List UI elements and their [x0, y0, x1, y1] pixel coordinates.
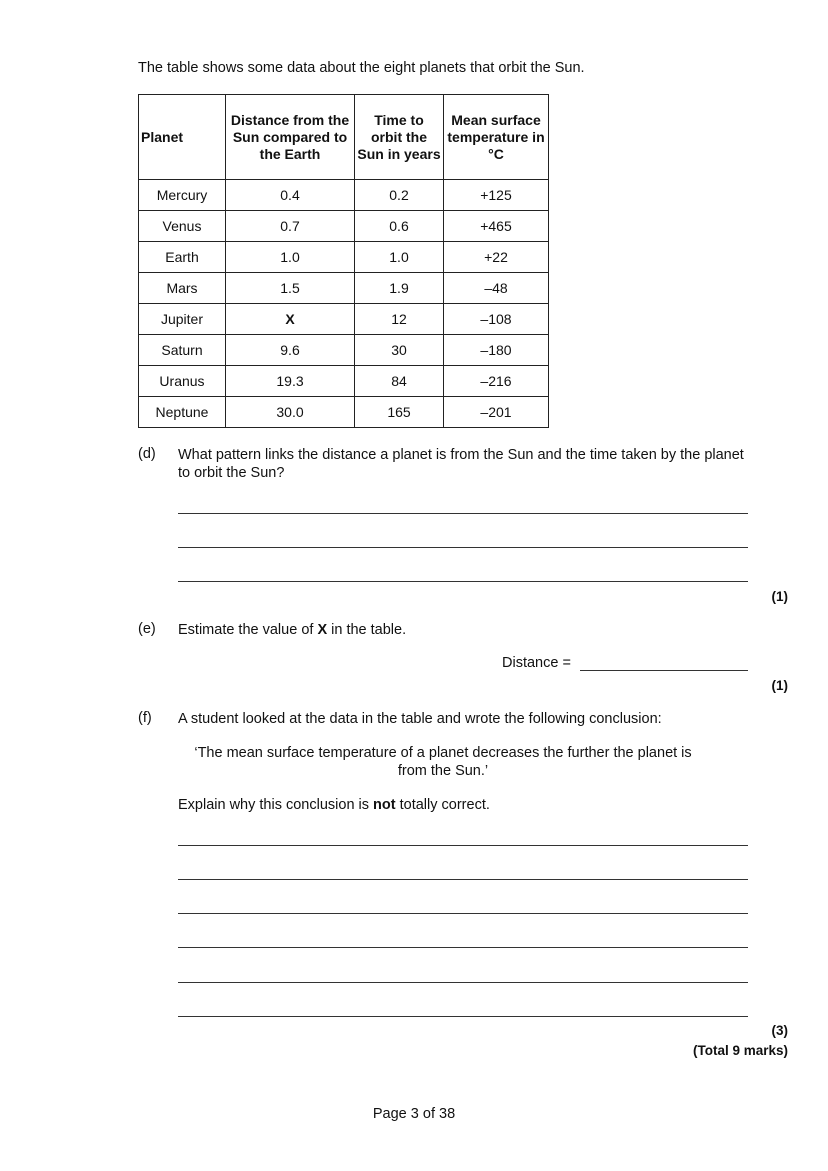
table-row: [139, 180, 549, 211]
page-label: Page: [372, 1106, 407, 1122]
planet-name: Mars: [139, 273, 226, 304]
question-d-marks: (1): [771, 589, 788, 604]
orbit-time-cell: 1.0: [355, 242, 444, 273]
distance-cell: 0.7: [226, 211, 355, 242]
answer-line-f-3[interactable]: [178, 913, 748, 914]
question-e-text-start: Estimate the value of: [178, 622, 318, 638]
page-number: 3: [410, 1106, 419, 1122]
planet-name: Neptune: [139, 397, 226, 428]
answer-line-f-1[interactable]: [178, 845, 748, 846]
question-f-explain: [178, 796, 758, 814]
answer-line-d-1[interactable]: [178, 513, 748, 514]
table-row: [139, 335, 549, 366]
distance-answer-label: Distance =: [502, 655, 571, 671]
temperature-cell: +465: [444, 211, 549, 242]
planet-name: Venus: [139, 211, 226, 242]
question-e-text-bold: X: [317, 622, 328, 638]
header-distance: Distance from the Sun compared to the Earth: [226, 95, 355, 180]
table-row: [139, 211, 549, 242]
table-row: [139, 397, 549, 428]
question-d-label: (d): [138, 446, 156, 462]
orbit-time-cell: 12: [355, 304, 444, 335]
temperature-cell: –216: [444, 366, 549, 397]
planet-name: Mercury: [139, 180, 226, 211]
question-f-label: (f): [138, 710, 152, 726]
distance-cell: 1.0: [226, 242, 355, 273]
temperature-cell: +125: [444, 180, 549, 211]
student-conclusion-quote: ‘The mean surface temperature of a planet decreases the further the planet is from the Sun.’: [194, 745, 692, 779]
distance-cell: 9.6: [226, 335, 355, 366]
header-temperature: Mean surface temperature in °C: [444, 95, 549, 180]
orbit-time-cell: 30: [355, 335, 444, 366]
question-e-text: [178, 621, 758, 639]
question-e-text-end: in the table.: [327, 622, 407, 638]
distance-cell: 30.0: [226, 397, 355, 428]
orbit-time-cell: 1.9: [355, 273, 444, 304]
intro-text: The table shows some data about the eight planets that orbit the Sun.: [138, 60, 585, 76]
page-footer: [0, 1106, 828, 1122]
header-orbit-time: Time to orbit the Sun in years: [355, 95, 444, 180]
temperature-cell: –180: [444, 335, 549, 366]
question-f-explain-end: totally correct.: [395, 797, 490, 813]
table-row: [139, 366, 549, 397]
table-row: [139, 242, 549, 273]
table-header-row: [139, 95, 549, 180]
orbit-time-cell: 0.2: [355, 180, 444, 211]
distance-cell: 19.3: [226, 366, 355, 397]
orbit-time-cell: 165: [355, 397, 444, 428]
distance-cell-unknown: X: [226, 304, 355, 335]
planet-name: Saturn: [139, 335, 226, 366]
question-f-marks: (3): [771, 1023, 788, 1038]
answer-line-f-6[interactable]: [178, 1016, 748, 1017]
planet-data-table: [138, 94, 549, 428]
temperature-cell: –201: [444, 397, 549, 428]
temperature-cell: –108: [444, 304, 549, 335]
question-e-marks: (1): [771, 678, 788, 693]
total-pages: 38: [439, 1106, 456, 1122]
temperature-cell: –48: [444, 273, 549, 304]
distance-cell: 1.5: [226, 273, 355, 304]
answer-line-d-2[interactable]: [178, 547, 748, 548]
answer-line-f-5[interactable]: [178, 982, 748, 983]
answer-line-f-2[interactable]: [178, 879, 748, 880]
distance-answer-line[interactable]: [580, 670, 748, 671]
question-f-explain-bold: not: [373, 797, 396, 813]
answer-line-d-3[interactable]: [178, 581, 748, 582]
planet-name: Uranus: [139, 366, 226, 397]
orbit-time-cell: 84: [355, 366, 444, 397]
temperature-cell: +22: [444, 242, 549, 273]
planet-name: Earth: [139, 242, 226, 273]
table-row: [139, 304, 549, 335]
question-f-text: A student looked at the data in the table and wrote the following conclusion:: [178, 711, 662, 727]
of-label: of: [422, 1106, 435, 1122]
table-row: [139, 273, 549, 304]
distance-cell: 0.4: [226, 180, 355, 211]
question-e-label: (e): [138, 621, 156, 637]
header-planet: Planet: [139, 95, 226, 180]
planet-name: Jupiter: [139, 304, 226, 335]
orbit-time-cell: 0.6: [355, 211, 444, 242]
total-marks: (Total 9 marks): [692, 1043, 788, 1058]
answer-line-f-4[interactable]: [178, 947, 748, 948]
question-d-text: What pattern links the distance a planet is from the Sun and the time taken by the planet to orbit the Sun?: [178, 447, 744, 481]
question-f-explain-start: Explain why this conclusion is: [178, 797, 374, 813]
